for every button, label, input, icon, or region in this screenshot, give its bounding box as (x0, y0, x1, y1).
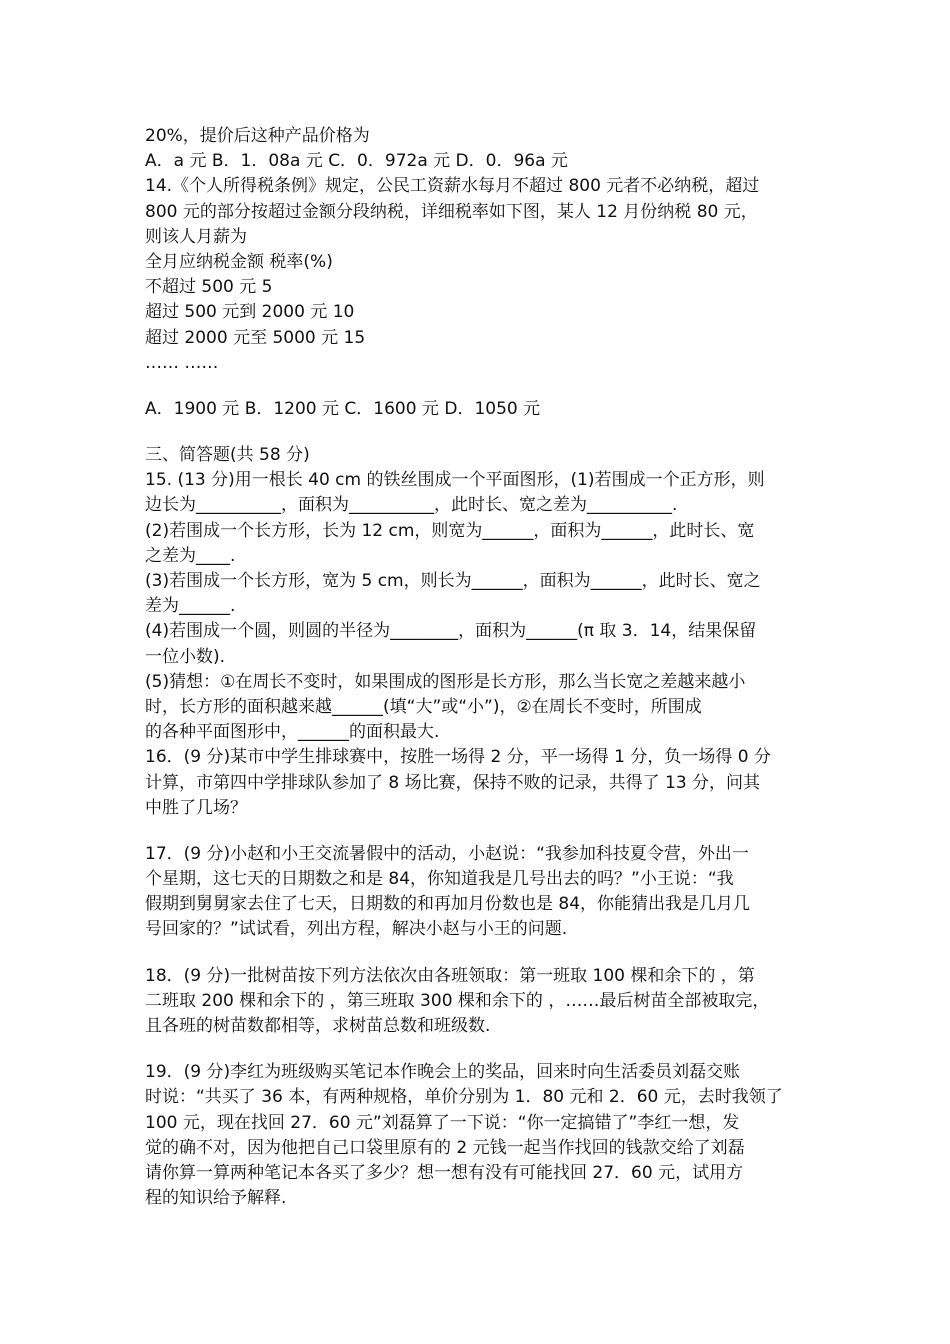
spacer (145, 422, 825, 443)
question-16-line: 计算，市第四中学排球队参加了 8 场比赛，保持不败的记录，共得了 13 分，问其 (145, 772, 761, 793)
spacer (145, 376, 825, 397)
question-17-line: 17．(9 分)小赵和小王交流暑假中的活动，小赵说：“我参加科技夏令营，外出一 (145, 843, 749, 864)
question-15-line: (4)若围成一个圆，则圆的半径为________，面积为______(π 取 3．14，结果保留 (145, 621, 757, 642)
question-18-line: 18．(9 分)一批树苗按下列方法依次由各班领取：第一班取 100 棵和余下的 ，第 (145, 965, 755, 986)
question-15-line: 之差为____. (145, 545, 236, 566)
question-19-line: 100 元，现在找回 27．60 元”刘磊算了一下说：“你一定搞错了”李红一想，发 (145, 1112, 740, 1133)
question-13-text: 20%，提价后这种产品价格为 (145, 126, 370, 146)
question-15-line: (2)若围成一个长方形，长为 12 cm，则宽为______，面积为______，此时长、宽 (145, 520, 755, 541)
question-18-line: 二班取 200 棵和余下的 ，第三班取 300 棵和余下的 ，……最后树苗全部被取完， (145, 990, 770, 1011)
question-16-line: 16．(9 分)某市中学生排球赛中，按胜一场得 2 分，平一场得 1 分，负一场得 0 分 (145, 747, 771, 768)
question-17-line: 号回家的？”试试看，列出方程，解决小赵与小王的问题. (145, 919, 568, 940)
question-14-text-line: 则该人月薪为 (145, 226, 247, 247)
question-19-line: 请你算一算两种笔记本各买了多少？想一想有没有可能找回 27．60 元，试用方 (145, 1162, 744, 1183)
spacer (145, 943, 825, 964)
tax-table-header: 全月应纳税金额 税率(%) (145, 251, 333, 272)
question-18 (145, 964, 825, 1040)
question-14-options: A．1900 元 B．1200 元 C．1600 元 D．1050 元 (145, 398, 541, 419)
question-14 (145, 174, 825, 422)
section-3-title: 三、简答题(共 58 分) (145, 445, 310, 466)
tax-table-row: 不超过 500 元 5 (145, 277, 273, 298)
question-15 (145, 468, 825, 745)
question-15-line: 边长为__________，面积为__________，此时长、宽之差为__________. (145, 495, 678, 516)
question-14-text-line: 800 元的部分按超过金额分段纳税，详细税率如下图，某人 12 月份纳税 80 元， (145, 201, 758, 222)
question-19-line: 19．(9 分)李红为班级购买笔记本作晚会上的奖品，回来时向生活委员刘磊交账 (145, 1062, 741, 1083)
question-17 (145, 842, 825, 943)
question-15-line: 差为______. (145, 596, 236, 617)
question-19 (145, 1060, 825, 1211)
spacer (145, 1039, 825, 1060)
document-page (145, 124, 825, 1211)
question-13-tail (145, 124, 825, 174)
question-15-line: 的各种平面图形中，______的面积最大. (145, 722, 440, 743)
question-15-line: 时，长方形的面积越来越______(填“大”或“小”)，②在周长不变时，所围成 (145, 696, 702, 717)
question-19-line: 觉的确不对，因为他把自己口袋里原有的 2 元钱一起当作找回的钱款交给了刘磊 (145, 1137, 745, 1158)
question-18-line: 且各班的树苗数都相等，求树苗总数和班级数. (145, 1016, 491, 1036)
question-19-line: 程的知识给予解释. (145, 1188, 287, 1209)
question-17-line: 假期到舅舅家去住了七天，日期数的和再加月份数也是 84，你能猜出我是几月几 (145, 894, 751, 915)
question-19-line: 时说：“共买了 36 本，有两种规格，单价分别为 1．80 元和 2．60 元，去时我领了 (145, 1087, 783, 1108)
question-17-line: 个星期，这七天的日期数之和是 84，你知道我是几号出去的吗？”小王说：“我 (145, 869, 734, 890)
tax-table-row: …… …… (145, 352, 219, 373)
spacer (145, 821, 825, 842)
question-16-line: 中胜了几场？ (145, 797, 247, 818)
question-15-line: (5)猜想：①在周长不变时，如果围成的图形是长方形，那么当长宽之差越来越小 (145, 671, 746, 692)
question-16 (145, 745, 825, 821)
question-15-line: 一位小数). (145, 646, 226, 667)
question-15-line: (3)若围成一个长方形，宽为 5 cm，则长为______，面积为______，此时长、宽之 (145, 571, 761, 591)
question-15-line: 15. (13 分)用一根长 40 cm 的铁丝围成一个平面图形，(1)若围成一个正方形，则 (145, 470, 765, 491)
tax-table-row: 超过 2000 元至 5000 元 15 (145, 327, 366, 348)
question-14-text-line: 14.《个人所得税条例》规定，公民工资薪水每月不超过 800 元者不必纳税，超过 (145, 176, 760, 197)
tax-table-row: 超过 500 元到 2000 元 10 (145, 302, 355, 323)
question-13-options: A．a 元 B．1．08a 元 C．0．972a 元 D．0．96a 元 (145, 151, 568, 172)
